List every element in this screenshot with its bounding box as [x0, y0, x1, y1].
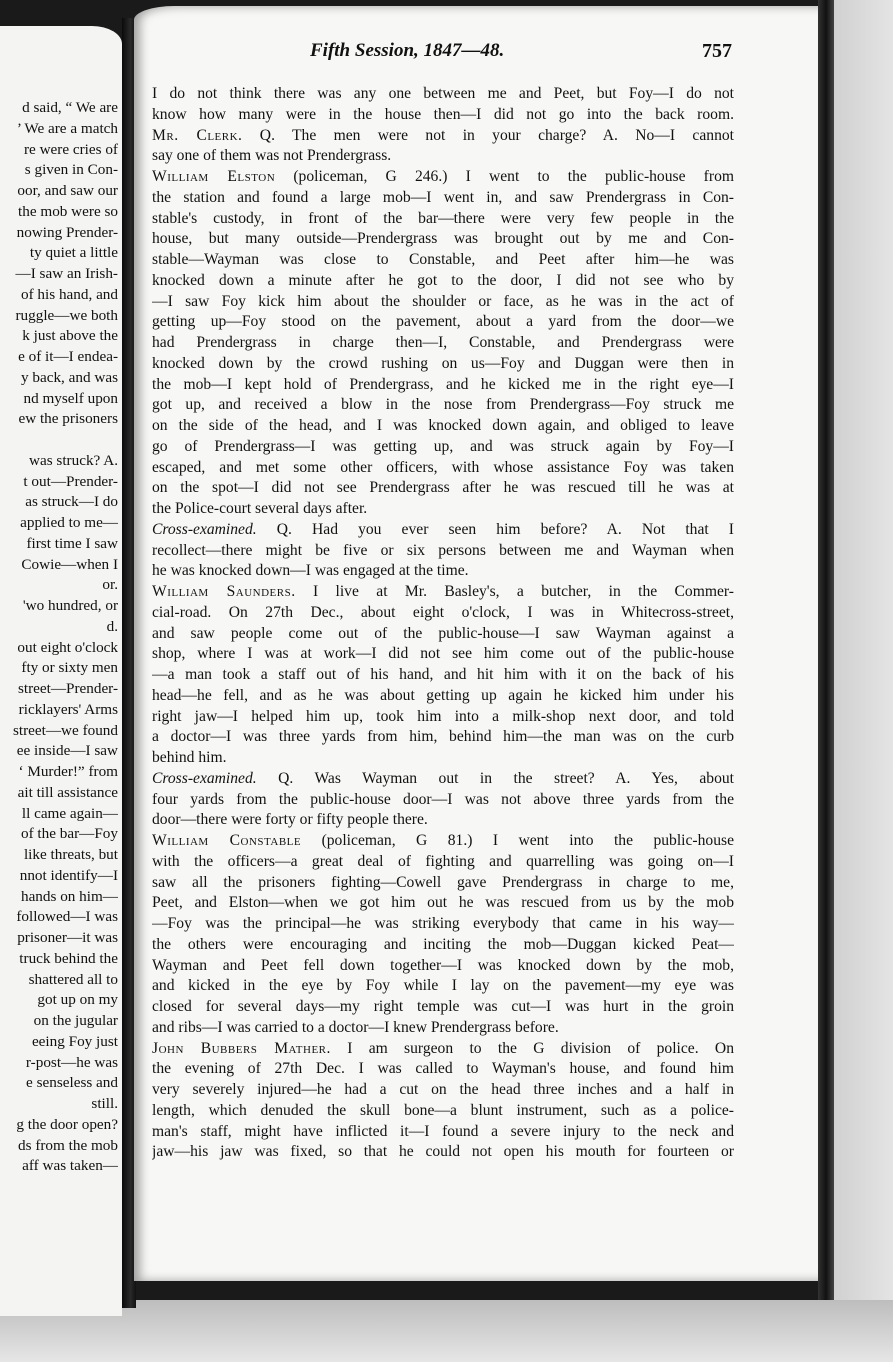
left-text-line: fty or sixty men — [21, 659, 118, 677]
text-line: knocked down a minute after he got to the door, I did not see who by — [152, 271, 734, 289]
text-line: —I saw Foy kick him about the shoulder or face, as he was in the act of — [152, 292, 734, 310]
text-line: Cross-examined. Q. Had you ever seen him before? A. Not that I — [152, 520, 734, 538]
text-line: and ribs—I was carried to a doctor—I knew Prendergrass before. — [152, 1018, 559, 1036]
text-line: escaped, and met some other officers, with whose assistance Foy was taken — [152, 458, 734, 476]
left-text-line: truck behind the — [19, 949, 118, 967]
text-line: with the officers—a great deal of fighting and quarrelling was going on—I — [152, 852, 734, 870]
left-text-line: got up on my — [37, 991, 118, 1009]
text-line: the Police-court several days after. — [152, 500, 368, 517]
cross-examined-label: Cross-examined. — [152, 769, 257, 787]
left-text-line: d said, “ We are — [22, 99, 118, 116]
text-line: stable's custody, in front of the bar—there were very few people in the — [152, 209, 734, 227]
left-text-line: ruggle—we both — [15, 306, 118, 324]
left-text-line: nd myself upon — [23, 389, 118, 407]
text-line: knocked down by the crowd rushing on us—Foy and Duggan were then in — [152, 354, 734, 372]
left-text-line: ee inside—I saw — [16, 742, 118, 760]
left-text-line: ew the prisoners — [18, 410, 118, 428]
speaker-name: Mr. Clerk. — [152, 126, 243, 144]
text-line: I do not think there was any one between me and Peet, but Foy—I do not — [152, 85, 734, 102]
page-edge — [818, 0, 834, 1300]
left-text-line: of his hand, and — [20, 285, 118, 303]
left-text-line: 'wo hundred, or — [22, 597, 118, 614]
left-text-line: k just above the — [22, 327, 118, 345]
text-line: and saw people come out of the public-house—I saw Wayman against a — [152, 624, 734, 642]
left-text-line: e senseless and — [26, 1074, 118, 1092]
text-line: John Bubbers Mather. I am surgeon to the G division of police. On — [152, 1039, 734, 1057]
text-line: behind him. — [152, 749, 227, 766]
text-line: the station and found a large mob—I went in, and saw Prendergrass in Con- — [152, 188, 734, 206]
text-line: right jaw—I helped him up, took him into a milk-shop next door, and told — [152, 707, 734, 725]
text-line: the evening of 27th Dec. I was called to Wayman's house, and found him — [152, 1060, 734, 1078]
text-line: got up, and received a blow in the nose from Prendergrass—Foy struck me — [152, 396, 734, 414]
text-line: recollect—there might be five or six persons between me and Wayman when — [152, 541, 734, 559]
text-line: he was knocked down—I was engaged at the time. — [152, 562, 469, 580]
text-line: cial-road. On 27th Dec., about eight o'clock, I was in Whitecross-street, — [152, 603, 734, 621]
left-text-line: on the jugular — [33, 1012, 118, 1029]
body-text — [152, 84, 734, 1163]
table-surface-bottom — [0, 1300, 893, 1362]
text-line: door—there were forty or fifty people there. — [152, 811, 428, 829]
text-line: head—he fell, and as he was about getting up again he kicked him under his — [152, 686, 734, 704]
speaker-name: William Saunders. — [152, 583, 296, 600]
left-text-line: g the door open? — [16, 1115, 118, 1133]
left-text-line: ty quiet a little — [29, 244, 118, 262]
text-line: on the spot—I did not see Prendergrass after he was rescued till he was at — [152, 479, 734, 497]
table-surface — [830, 0, 893, 1362]
running-head: Fifth Session, 1847—48. — [310, 40, 505, 61]
text-line: Mr. Clerk. Q. The men were not in your charge? A. No—I cannot — [152, 126, 734, 144]
left-text-line: or. — [102, 576, 118, 594]
text-line: man's staff, might have inflicted it—I found a severe injury to the neck and — [152, 1122, 734, 1140]
page-header — [150, 40, 740, 70]
left-page-text — [0, 98, 118, 1177]
left-text-line: still. — [91, 1095, 118, 1112]
left-text-line: e of it—I endea- — [18, 348, 118, 365]
left-text-line: r-post—he was — [25, 1053, 118, 1071]
left-text-line: —I saw an Irish- — [15, 265, 118, 282]
left-text-line — [0, 430, 118, 451]
text-line: had Prendergrass in charge then—I, Constable, and Prendergrass were — [152, 334, 734, 351]
text-line: the mob—I kept hold of Prendergrass, and he kicked me in the right eye—I — [152, 375, 734, 393]
left-text-line: y back, and was — [21, 368, 118, 386]
left-text-line: t out—Prender- — [23, 472, 118, 490]
left-text-line: hands on him— — [20, 887, 118, 905]
left-text-line: first time I saw — [26, 534, 118, 552]
left-text-line: shattered all to — [28, 970, 118, 988]
left-text-line: was struck? A. — [29, 451, 118, 469]
speaker-name: William Constable — [152, 832, 302, 849]
text-line: Wayman and Peet fell down together—I was knocked down by the mob, — [152, 956, 734, 974]
text-line: know how many were in the house then—I did not go into the back room. — [152, 105, 734, 123]
text-line: stable—Wayman was close to Constable, and Peet after him—he was — [152, 251, 734, 268]
left-text-line: nnot identify—I — [19, 866, 118, 884]
left-text-line: as struck—I do — [25, 493, 118, 511]
text-line: house, but many outside—Prendergrass was brought out by me and Con- — [152, 230, 734, 248]
left-text-line: of the bar—Foy — [20, 825, 118, 843]
left-text-line: ds from the mob — [18, 1136, 118, 1154]
left-text-line: aff was taken— — [22, 1157, 118, 1175]
text-line: say one of them was not Prendergrass. — [152, 147, 392, 165]
text-line: very severely injured—he had a cut on the head three inches and a half in — [152, 1081, 734, 1098]
left-page — [0, 26, 122, 1316]
text-line: —Foy was the principal—he was striking everybody that came in his way— — [152, 915, 734, 932]
text-line: a doctor—I was three yards from him, behind him—the man was on the curb — [152, 728, 734, 746]
left-text-line: s given in Con- — [24, 161, 118, 179]
left-text-line: eeing Foy just — [31, 1032, 118, 1050]
text-line: William Constable (policeman, G 81.) I went into the public-house — [152, 832, 734, 849]
speaker-name: William Elston — [152, 168, 276, 185]
text-line: saw all the prisoners fighting—Cowell gave Prendergrass in charge to me, — [152, 873, 734, 891]
left-text-line: ll came again— — [21, 804, 118, 822]
left-text-line: out eight o'clock — [17, 638, 118, 656]
text-line: length, which denuded the skull bone—a blunt instrument, such as a police- — [152, 1101, 734, 1119]
text-line: William Saunders. I live at Mr. Basley's, a butcher, in the Commer- — [152, 583, 734, 600]
text-line: four yards from the public-house door—I was not above three yards from the — [152, 790, 734, 808]
text-line: —a man took a staff out of his hand, and hit him with it on the back of his — [152, 666, 734, 683]
left-text-line: re were cries of — [23, 140, 118, 158]
text-line: Peet, and Elston—when we got him out he was rescued from us by the mob — [152, 894, 734, 912]
left-text-line: d. — [106, 617, 118, 635]
left-text-line: nowing Prender- — [16, 223, 118, 241]
speaker-name: John Bubbers Mather. — [152, 1039, 331, 1057]
left-text-line: ‘ Murder!” from — [18, 763, 118, 780]
left-text-line: ’ We are a match — [16, 119, 118, 137]
left-text-line: street—Prender- — [17, 680, 118, 697]
left-text-line: ait till assistance — [17, 783, 118, 801]
page-number: 757 — [702, 40, 732, 62]
cross-examined-label: Cross-examined. — [152, 520, 257, 538]
left-text-line: like threats, but — [23, 846, 118, 863]
text-line: and kicked in the eye by Foy while I lay on the pavement—my eye was — [152, 977, 734, 995]
text-line: closed for several days—my right temple was cut—I was hurt in the groin — [152, 998, 734, 1015]
left-text-line: ricklayers' Arms — [18, 700, 118, 718]
left-text-line: applied to me— — [20, 514, 118, 531]
left-text-line: prisoner—it was — [17, 929, 118, 946]
left-text-line: Cowie—when I — [21, 555, 118, 573]
text-line: jaw—his jaw was fixed, so that he could not open his mouth for fourteen or — [152, 1143, 734, 1161]
text-line: William Elston (policeman, G 246.) I went to the public-house from — [152, 168, 734, 185]
left-text-line: street—we found — [12, 721, 118, 739]
left-text-line: followed—I was — [16, 908, 118, 926]
text-line: shop, where I was at work—I did not see him come out of the public-house — [152, 645, 734, 663]
left-text-line: oor, and saw our — [17, 182, 118, 199]
left-text-line: the mob were so — [18, 202, 118, 220]
text-line: Cross-examined. Q. Was Wayman out in the street? A. Yes, about — [152, 769, 734, 787]
text-line: the others were encouraging and inciting the mob—Duggan kicked Peat— — [152, 935, 734, 953]
text-line: go of Prendergrass—I was getting up, and was struck again by Foy—I — [152, 437, 734, 455]
text-line: getting up—Foy stood on the pavement, about a yard from the door—we — [152, 313, 734, 331]
text-line: on the side of the head, and I was knocked down again, and obliged to leave — [152, 417, 734, 434]
